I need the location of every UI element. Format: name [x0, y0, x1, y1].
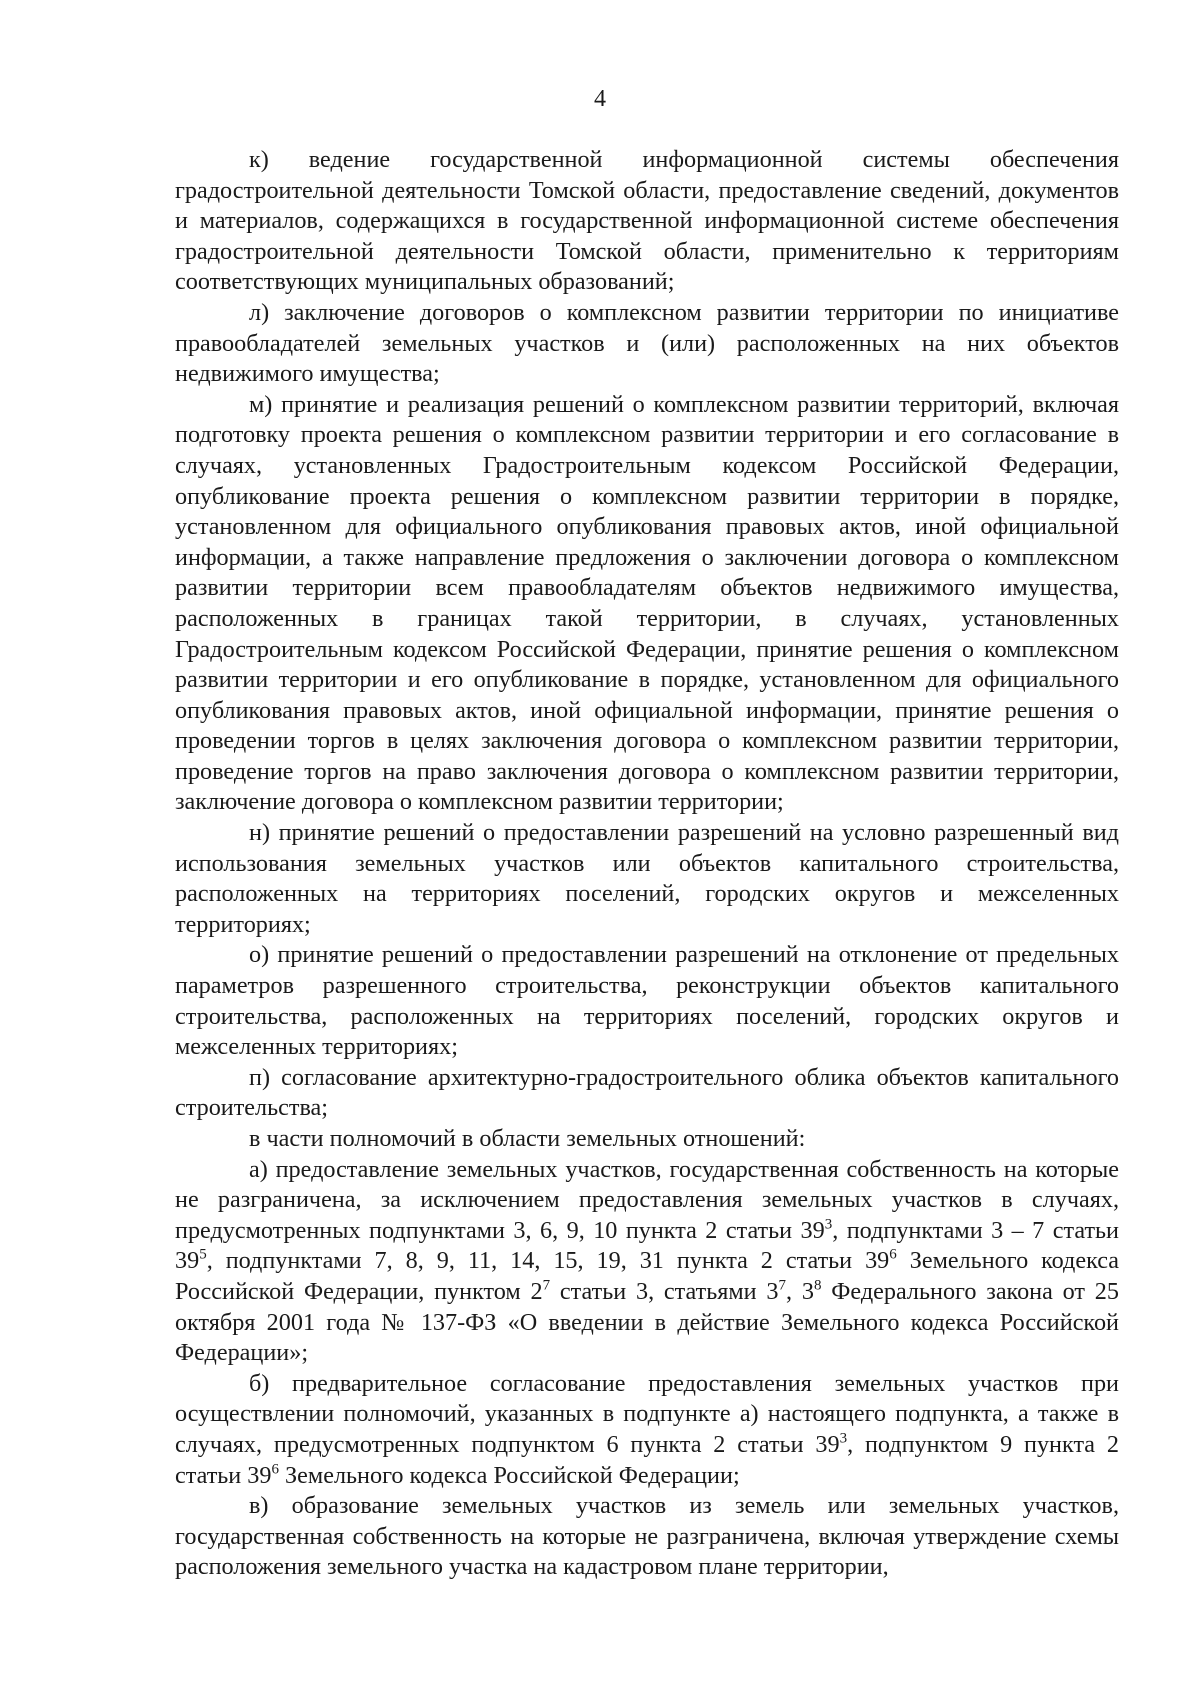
superscript-text: 3 [839, 1430, 848, 1447]
superscript-text: 7 [542, 1277, 551, 1294]
paragraph [175, 940, 1119, 1062]
paragraph [175, 1124, 1119, 1155]
paragraph-text: , подпунктами 3 – 7 статьи 39 [175, 1216, 1119, 1275]
paragraph-text: н) принятие решений о предоставлении разрешений на условно разрешенный вид использования земельных участков или объектов капитального строительства, расположенных на территориях поселений, городских округов и межселенных территориях; [175, 819, 1119, 938]
superscript-text: 6 [889, 1247, 897, 1264]
paragraph [175, 1369, 1119, 1491]
paragraph [175, 390, 1119, 818]
paragraph-text: б) предварительное согласование предоставления земельных участков при осуществлении полномочий, указанных в подпункте а) настоящего подпункта, а также в случаях, предусмотренных подпунктом 6 пункта 2 статьи 39 [175, 1369, 1119, 1458]
superscript-text: 7 [778, 1277, 787, 1294]
paragraph-text: п) согласование архитектурно-градостроительного облика объектов капитального строительства; [175, 1063, 1119, 1122]
paragraph-text: а) предоставление земельных участков, государственная собственность на которые не разграничена, за исключением предоставления земельных участков в случаях, предусмотренных подпунктами 3, 6, 9, 10 пункта 2 статьи 39 [175, 1155, 1119, 1244]
paragraph-text: , подпунктами 7, 8, 9, 11, 14, 15, 19, 31 пункта 2 статьи 39 [206, 1247, 890, 1275]
superscript-text: 3 [824, 1216, 833, 1233]
paragraph [175, 1155, 1119, 1369]
paragraph-text: м) принятие и реализация решений о комплексном развитии территорий, включая подготовку проекта решения о комплексном развитии территории и его согласование в случаях, установленных Градостроительным кодексом Российской Федерации, опубликование проекта решения о комплексном развитии территории в порядке, установленном для официального опубликования правовых актов, иной официальной информации, а также направление предложения о заключении договора о комплексном развитии территории всем правообладателям объектов недвижимого имущества, расположенных в границах такой территории, в случаях, установленных Градостроительным кодексом Российской Федерации, принятие решения о комплексном развитии территории и его опубликование в порядке, установленном для официального опубликования правовых актов, иной официальной информации, принятие решения о проведении торгов в целях заключения договора о комплексном развитии территории, проведение торгов на право заключения договора о комплексном развитии территории, заключение договора о комплексном развитии территории; [175, 390, 1119, 816]
paragraph [175, 298, 1119, 390]
paragraph [175, 1491, 1119, 1583]
paragraph-text: Федерального закона от 25 октября 2001 года № 137-ФЗ «О введении в действие Земельного кодекса Российской Федерации»; [175, 1277, 1119, 1367]
paragraph-text: статьи 3, статьями 3 [550, 1277, 779, 1305]
superscript-text: 6 [271, 1461, 279, 1478]
paragraph-text: , подпунктом 9 пункта 2 статьи 39 [175, 1430, 1119, 1489]
paragraph-text: л) заключение договоров о комплексном развитии территории по инициативе правообладателей земельных участков и (или) расположенных на них объектов недвижимого имущества; [175, 298, 1119, 388]
paragraph-text: , 3 [786, 1277, 814, 1305]
paragraph-text: в части полномочий в области земельных отношений: [249, 1125, 806, 1152]
document-body [175, 145, 1119, 1583]
paragraph-text: о) принятие решений о предоставлении разрешений на отклонение от предельных параметров разрешенного строительства, реконструкции объектов капитального строительства, расположенных на территориях поселений, городских округов и межселенных территориях; [175, 941, 1119, 1061]
paragraph-text: Земельного кодекса Российской Федерации, пунктом 2 [175, 1247, 1119, 1305]
paragraph-text: к) ведение государственной информационной системы обеспечения градостроительной деятельности Томской области, предоставление сведений, документов и материалов, содержащихся в государственной информационной системе обеспечения градостроительной деятельности Томской области, применительно к территориям соответствующих муниципальных образований; [175, 146, 1119, 296]
paragraph [175, 145, 1119, 298]
paragraph [175, 1063, 1119, 1124]
superscript-text: 5 [199, 1247, 207, 1264]
paragraph [175, 818, 1119, 940]
paragraph-text: Земельного кодекса Российской Федерации; [279, 1461, 740, 1489]
paragraph-text: в) образование земельных участков из земель или земельных участков, государственная собственность на которые не разграничена, включая утверждение схемы расположения земельного участка на кадастровом плане территории, [175, 1492, 1119, 1581]
page-number: 4 [594, 86, 606, 112]
superscript-text: 8 [813, 1277, 822, 1294]
